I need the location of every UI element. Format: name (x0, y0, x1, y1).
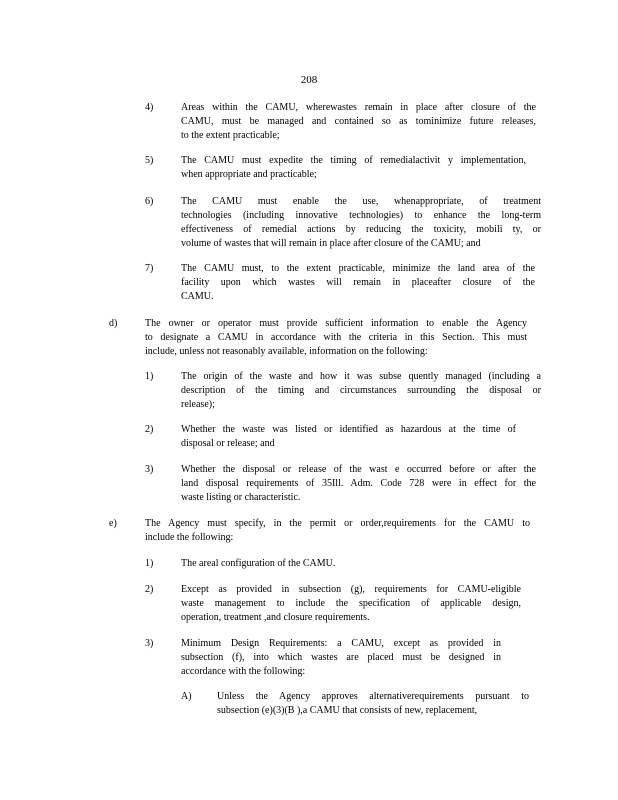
item-label: 4) (145, 102, 154, 113)
text-line: subsection (e)(3)(B ),a CAMU that consists of new, replacement, (217, 705, 478, 716)
text-line: The areal configuration of the CAMU. (181, 558, 336, 569)
text-line: The origin of the waste and how it was subse quently managed (including a (181, 371, 541, 382)
item-label: 2) (145, 584, 154, 595)
text-line: facility upon which wastes will remain in placeafter closure of the (181, 277, 535, 288)
text-line: Except as provided in subsection (g), requirements for CAMU-eligible (181, 584, 521, 595)
text-line: release); (181, 399, 215, 410)
item-text (181, 262, 535, 304)
item-label: 3) (145, 464, 154, 475)
item-text (181, 370, 541, 412)
text-line: Minimum Design Requirements: a CAMU, except as provided in (181, 638, 501, 649)
text-line: The CAMU must expedite the timing of remedialactivit y implementation, (181, 155, 526, 166)
item-label: 7) (145, 263, 154, 274)
text-line: to designate a CAMU in accordance with the criteria in this Section. This must (145, 332, 527, 343)
text-line: The CAMU must, to the extent practicable, minimize the land area of the (181, 263, 535, 274)
item-text (181, 583, 521, 625)
text-line: Whether the disposal or release of the wast e occurred before or after the (181, 464, 536, 475)
item-label: 3) (145, 638, 154, 649)
item-label: 2) (145, 424, 154, 435)
text-line: Areas within the CAMU, wherewastes remain in place after closure of the (181, 102, 536, 113)
item-label: 5) (145, 155, 154, 166)
item-text (145, 317, 527, 359)
item-label: 1) (145, 371, 154, 382)
text-line: technologies (including innovative technologies) to enhance the long-term (181, 210, 541, 221)
item-text (217, 690, 529, 718)
text-line: CAMU. (181, 291, 214, 302)
text-line: include, unless not reasonably available, information on the following: (145, 346, 428, 357)
item-label: 6) (145, 196, 154, 207)
text-line: waste listing or characteristic. (181, 492, 301, 503)
item-label: e) (109, 518, 117, 529)
text-line: The Agency must specify, in the permit or order,requirements for the CAMU to (145, 518, 530, 529)
page-number: 208 (300, 74, 318, 86)
text-line: waste management to include the specification of applicable design, (181, 598, 521, 609)
item-label: d) (109, 318, 118, 329)
item-label: A) (181, 691, 192, 702)
item-text (181, 637, 501, 679)
text-line: volume of wastes that will remain in place after closure of the CAMU; and (181, 238, 481, 249)
item-text (145, 517, 530, 545)
text-line: subsection (f), into which wastes are placed must be designed in (181, 652, 501, 663)
text-line: to the extent practicable; (181, 130, 280, 141)
item-text (181, 195, 541, 251)
text-line: disposal or release; and (181, 438, 275, 449)
text-line: land disposal requirements of 35Ill. Adm. Code 728 were in effect for the (181, 478, 536, 489)
item-text (181, 423, 516, 451)
text-line: The owner or operator must provide sufficient information to enable the Agency (145, 318, 527, 329)
text-line: include the following: (145, 532, 234, 543)
text-line: description of the timing and circumstances surrounding the disposal or (181, 385, 541, 396)
text-line: The CAMU must enable the use, whenappropriate, of treatment (181, 196, 541, 207)
text-line: accordance with the following: (181, 666, 306, 677)
text-line: operation, treatment ,and closure requirements. (181, 612, 370, 623)
text-line: when appropriate and practicable; (181, 169, 317, 180)
text-line: Unless the Agency approves alternativerequirements pursuant to (217, 691, 529, 702)
item-text (181, 557, 361, 571)
text-line: CAMU, must be managed and contained so as tominimize future releases, (181, 116, 536, 127)
item-label: 1) (145, 558, 154, 569)
item-text (181, 154, 526, 182)
text-line: effectiveness of remedial actions by reducing the toxicity, mobili ty, or (181, 224, 541, 235)
item-text (181, 101, 536, 143)
item-text (181, 463, 536, 505)
text-line: Whether the waste was listed or identified as hazardous at the time of (181, 424, 516, 435)
